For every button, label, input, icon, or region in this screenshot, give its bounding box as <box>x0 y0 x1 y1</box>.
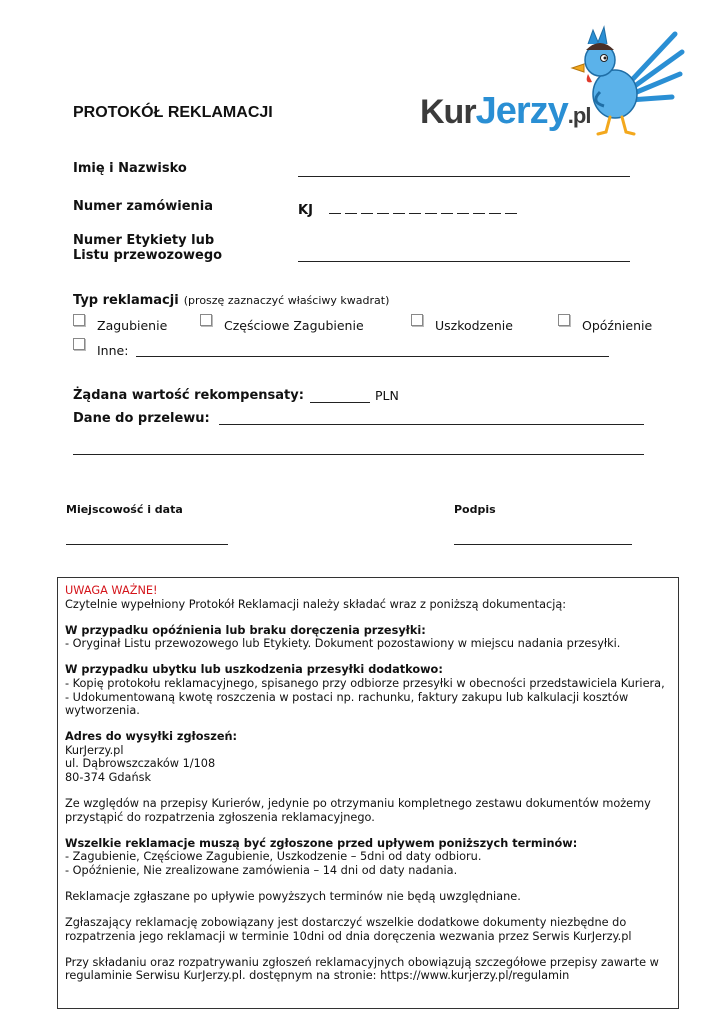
address-line-2: ul. Dąbrowszczaków 1/108 <box>65 757 216 771</box>
notice-box <box>57 577 679 1009</box>
damage-heading: W przypadku ubytku lub uszkodzenia przesyłki dodatkowo: <box>65 663 443 677</box>
rooster-mascot-icon <box>560 22 685 137</box>
checkbox-czesciowe-zagubienie[interactable] <box>200 314 212 326</box>
deadline-1: - Zagubienie, Częściowe Zagubienie, Uszkodzenie – 5dni od daty odbioru. <box>65 850 482 864</box>
signature-label: Podpis <box>454 503 496 516</box>
signature-field[interactable] <box>454 544 632 545</box>
complaint-type-hint: (proszę zaznaczyć właściwy kwadrat) <box>183 294 390 307</box>
label-number-label-line2: Listu przewozowego <box>73 248 223 263</box>
logo-jerzy: Jerzy <box>475 90 568 132</box>
delay-heading: W przypadku opóźnienia lub braku doręczenia przesyłki: <box>65 623 426 637</box>
intro-text: Czytelnie wypełniony Protokół Reklamacji należy składać wraz z poniższą dokumentacją: <box>65 597 567 611</box>
logo-kur: Kur <box>420 93 476 131</box>
checkbox-zagubienie[interactable] <box>73 314 85 326</box>
complaint-type-label: Typ reklamacji <box>73 293 179 308</box>
place-date-label: Miejscowość i data <box>66 503 183 516</box>
name-field[interactable] <box>298 176 630 177</box>
logo-pl: .pl <box>567 103 591 128</box>
late-note: Reklamacje zgłaszane po upływie powyższych terminów nie będą uwzględniane. <box>65 890 521 904</box>
compensation-unit: PLN <box>375 388 399 403</box>
compensation-label: Żądana wartość rekompensaty: <box>73 388 304 403</box>
option-czesciowe-zagubienie: Częściowe Zagubienie <box>224 318 364 333</box>
transfer-field[interactable] <box>219 424 644 425</box>
couriers-note: Ze względów na przepisy Kurierów, jedynie po otrzymaniu kompletnego zestawu dokumentów możemy przystąpić do rozpatrzenia zgłoszenia reklamacyjnego. <box>65 797 651 824</box>
label-number-label-line1: Numer Etykiety lub <box>73 233 215 248</box>
label-number-field[interactable] <box>298 261 630 262</box>
address-line-3: 80-374 Gdańsk <box>65 771 152 785</box>
obligation-note: Zgłaszający reklamację zobowiązany jest dostarczyć wszelkie dodatkowe dokumenty niezbędne do rozpatrzenia jego reklamacji w terminie 10dni od dnia doręczenia wezwania przez Serwis KurJerzy.pl <box>65 916 632 943</box>
order-number-label: Numer zamówienia <box>73 199 214 214</box>
transfer-label: Dane do przelewu: <box>73 411 210 426</box>
option-inne: Inne: <box>97 343 129 358</box>
order-prefix: KJ <box>298 203 313 218</box>
deadline-2: - Opóźnienie, Nie zrealizowane zamówienia – 14 dni od daty nadania. <box>65 864 458 877</box>
order-number-field[interactable] <box>298 199 521 218</box>
complaint-type-heading <box>73 289 389 308</box>
name-label: Imię i Nazwisko <box>73 161 187 176</box>
option-zagubienie: Zagubienie <box>97 318 168 333</box>
delay-item: - Oryginał Listu przewozowego lub Etykiety. Dokument pozostawiony w miejscu nadania przesyłki. <box>65 637 621 651</box>
checkbox-opoznienie[interactable] <box>558 314 570 326</box>
page-title: PROTOKÓŁ REKLAMACJI <box>73 104 273 121</box>
compensation-field[interactable] <box>310 402 370 403</box>
option-uszkodzenie: Uszkodzenie <box>435 318 513 333</box>
damage-item-2: - Udokumentowaną kwotę roszczenia w postaci np. rachunku, faktury zakupu lub kalkulacji kosztów wytworzenia. <box>65 690 629 718</box>
place-date-field[interactable] <box>66 544 228 545</box>
checkbox-inne[interactable] <box>73 338 85 350</box>
transfer-field-line2[interactable] <box>73 454 644 455</box>
option-opoznienie: Opóźnienie <box>582 318 653 333</box>
regulations-note: Przy składaniu oraz rozpatrywaniu zgłoszeń reklamacyjnych obowiązują szczegółowe przepisy zawarte w regulaminie Serwisu KurJerzy.pl. dostępnym na stronie: https://www.kurjerzy.pl/regulamin <box>65 955 659 983</box>
deadlines-heading: Wszelkie reklamacje muszą być zgłoszone przed upływem poniższych terminów: <box>65 836 578 850</box>
address-line-1: KurJerzy.pl <box>65 743 124 757</box>
warning-text: UWAGA WAŻNE! <box>65 584 158 597</box>
address-heading: Adres do wysyłki zgłoszeń: <box>65 730 238 744</box>
checkbox-uszkodzenie[interactable] <box>411 314 423 326</box>
damage-item-1: - Kopię protokołu reklamacyjnego, spisanego przy odbiorze przesyłki w obecności przedstawiciela Kuriera, <box>65 676 665 690</box>
other-field[interactable] <box>136 356 609 357</box>
